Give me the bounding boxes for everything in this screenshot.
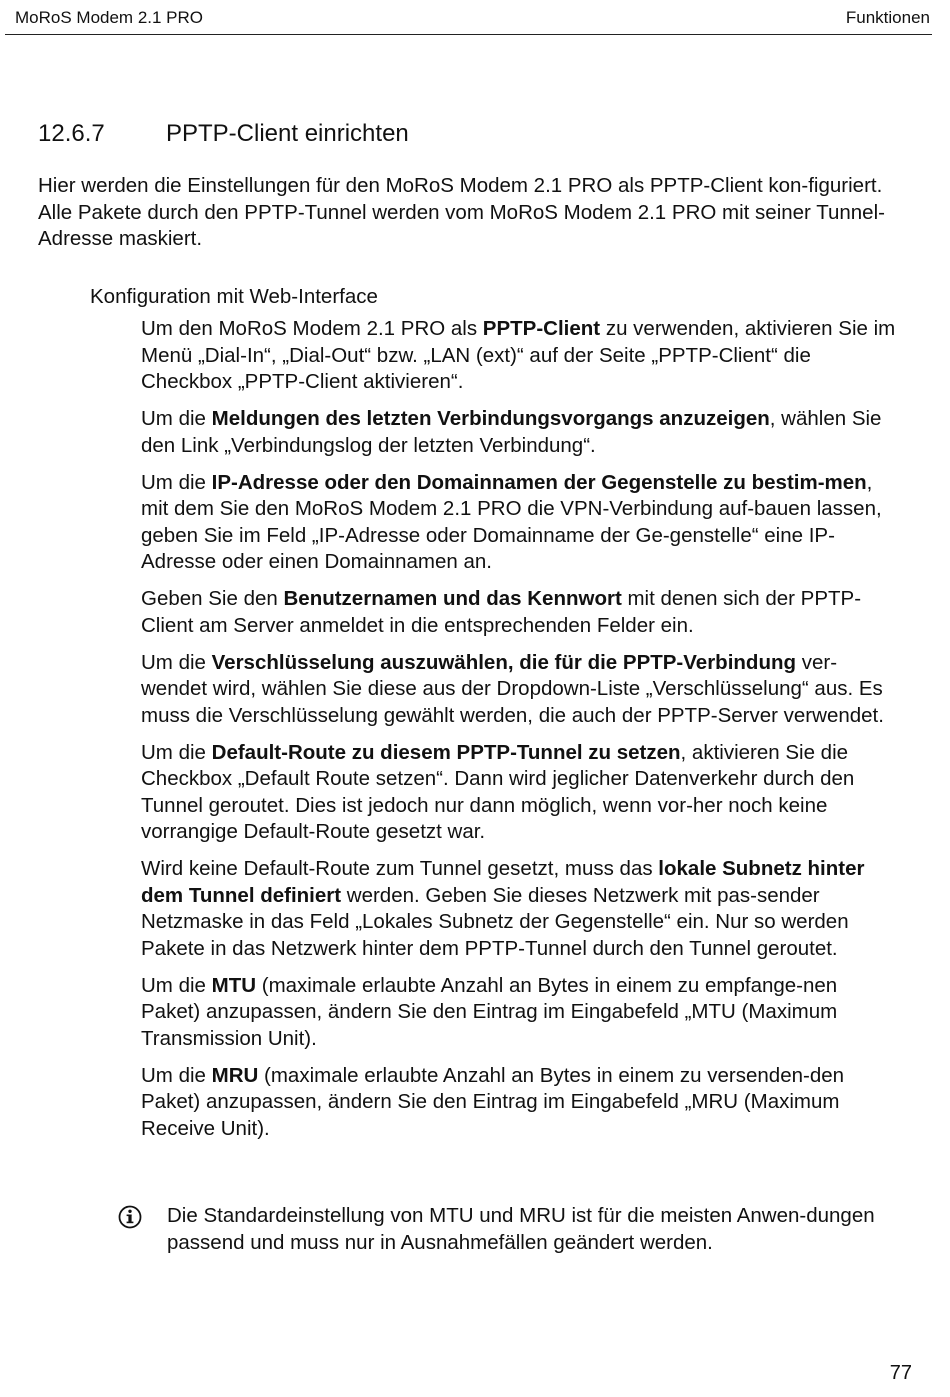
paragraph-text: werden. Geben Sie dieses Netzwerk mit pas-sender Netzmaske in das Feld „Lokales Subnetz der Gegenstelle“ ein. Nur so werden Pakete in das Netzwerk hinter dem PPTP-Tunnel durch den Tunnel geroutet. — [141, 883, 849, 960]
paragraph-local-subnet — [141, 856, 901, 962]
paragraph-emphasis: MRU — [211, 1063, 259, 1087]
paragraph-emphasis: MTU — [211, 973, 257, 997]
paragraph-text: Wird keine Default-Route zum Tunnel gesetzt, muss das — [141, 857, 659, 880]
paragraph-text: (maximale erlaubte Anzahl an Bytes in einem zu versenden-den Paket) anzupassen, ändern Sie den Eintrag im Eingabefeld „MRU (Maximum Receive Unit). — [141, 1063, 845, 1140]
paragraph-text: Um die — [141, 973, 212, 997]
paragraph-text: Um die — [141, 740, 212, 764]
paragraph-text: , aktivieren Sie die Checkbox „Default Route setzen“. Dann wird jeglicher Datenverkehr durch den Tunnel geroutet. Dies ist jedoch nur dann möglich, wenn vor-her noch keine vorrangige Default-Route gesetzt war. — [141, 740, 855, 843]
paragraph-emphasis: Meldungen des letzten Verbindungsvorgangs anzuzeigen — [211, 407, 770, 430]
paragraph-text: Um den MoRoS Modem 2.1 PRO als — [141, 317, 483, 340]
paragraph-emphasis: Verschlüsselung auszuwählen, die für die PPTP-Verbindung — [211, 650, 797, 674]
paragraph-emphasis: Default-Route zu diesem PPTP-Tunnel zu setzen — [211, 740, 681, 764]
paragraph-text: Um die — [141, 407, 212, 430]
paragraph-emphasis: IP-Adresse oder den Domainnamen der Gegenstelle zu bestim-men — [211, 470, 867, 494]
body-column — [141, 316, 901, 1153]
paragraph-text: , mit dem Sie den MoRoS Modem 2.1 PRO die VPN-Verbindung auf-bauen lassen, geben Sie im Feld „IP-Adresse oder Domainname der Ge-genstelle“ eine IP-Adresse oder einen Domainnamen an. — [141, 470, 882, 573]
page-number: 77 — [889, 1362, 912, 1384]
info-icon — [118, 1205, 142, 1229]
paragraph-connection-log — [141, 406, 901, 459]
paragraph-text: ver-wendet wird, wählen Sie diese aus der Dropdown-Liste „Verschlüsselung“ aus. Es muss die Verschlüsselung gewählt werden, die auch der PPTP-Server verwendet. — [141, 650, 884, 727]
section-heading — [38, 120, 409, 148]
paragraph-pptp-client — [141, 316, 901, 396]
section-title: PPTP-Client einrichten — [166, 120, 409, 147]
paragraph-text: Um die — [141, 470, 212, 494]
paragraph-mtu — [141, 973, 901, 1053]
paragraph-default-route — [141, 740, 901, 846]
paragraph-text: zu verwenden, aktivieren Sie im Menü „Dial-In“, „Dial-Out“ bzw. „LAN (ext)“ auf der Seite „PPTP-Client“ die Checkbox „PPTP-Client aktivieren“. — [141, 317, 896, 393]
paragraph-text: mit denen sich der PPTP-Client am Server anmeldet in die entsprechenden Felder ein. — [141, 587, 862, 637]
intro-paragraph: Hier werden die Einstellungen für den MoRoS Modem 2.1 PRO als PPTP-Client kon-figuriert. Alle Pakete durch den PPTP-Tunnel werden vom MoRoS Modem 2.1 PRO mit seiner Tunnel-Adresse maskiert. — [38, 174, 885, 250]
subsection-heading: Konfiguration mit Web-Interface — [90, 285, 378, 308]
paragraph-text: Um die — [141, 1063, 212, 1087]
paragraph-emphasis: lokale Subnetz hinter dem Tunnel definiert — [141, 857, 865, 907]
paragraph-text: Geben Sie den — [141, 587, 284, 610]
running-header — [5, 0, 932, 35]
chapter-title: Funktionen — [845, 8, 930, 27]
note-text: Die Standardeinstellung von MTU und MRU ist für die meisten Anwen-dungen passend und muss nur in Ausnahmefällen geändert werden. — [167, 1204, 875, 1254]
document-title: MoRoS Modem 2.1 PRO — [15, 8, 204, 27]
paragraph-remote-address — [141, 470, 901, 576]
paragraph-credentials — [141, 586, 901, 639]
paragraph-encryption — [141, 650, 901, 730]
paragraph-emphasis: Benutzernamen und das Kennwort — [283, 587, 622, 610]
paragraph-text: (maximale erlaubte Anzahl an Bytes in einem zu empfange-nen Paket) anzupassen, ändern Sie den Eintrag im Eingabefeld „MTU (Maximum Transmission Unit). — [141, 973, 838, 1050]
paragraph-text: Um die — [141, 650, 212, 674]
paragraph-emphasis: PPTP-Client — [482, 317, 601, 340]
paragraph-mru — [141, 1063, 901, 1143]
section-number: 12.6.7 — [38, 120, 105, 147]
paragraph-text: , wählen Sie den Link „Verbindungslog der letzten Verbindung“. — [141, 407, 882, 457]
